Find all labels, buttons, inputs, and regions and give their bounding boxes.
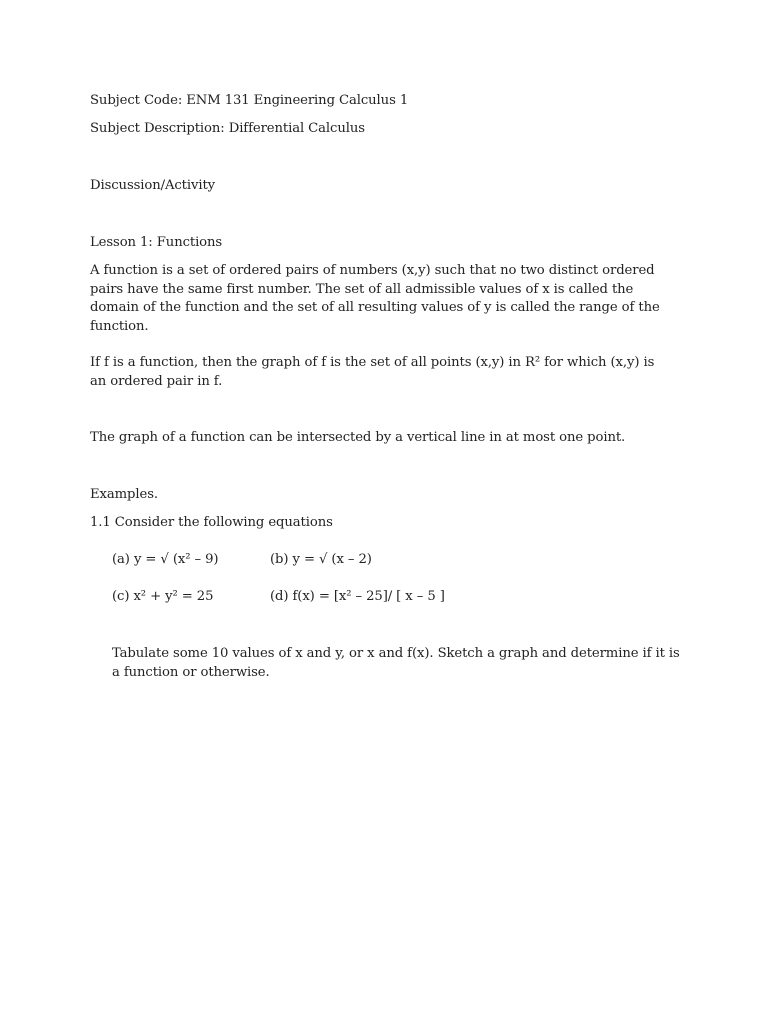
- example-1-1-intro: 1.1 Consider the following equations: [90, 515, 333, 530]
- graph-definition-paragraph: If f is a function, then the graph of f is the set of all points (x,y) in R² for which (x,y) is an ordered pair in f.: [90, 355, 655, 389]
- equation-b: (b) y = √ (x – 2): [270, 552, 372, 567]
- subject-description: Subject Description: Differential Calculus: [90, 121, 365, 136]
- function-definition-paragraph: A function is a set of ordered pairs of numbers (x,y) such that no two distinct ordered pairs have the same first number. The set of all admissible values of x is called the domain of the function and the set of all resulting values of y is called the range of the function.: [90, 263, 660, 334]
- equation-c: (c) x² + y² = 25: [112, 589, 214, 604]
- examples-heading: Examples.: [90, 487, 158, 502]
- activity-instruction: Tabulate some 10 values of x and y, or x and f(x). Sketch a graph and determine if it is a function or otherwise.: [112, 646, 680, 680]
- section-title: Discussion/Activity: [90, 178, 216, 193]
- subject-code: Subject Code: ENM 131 Engineering Calculus 1: [90, 93, 409, 108]
- vertical-line-test-paragraph: The graph of a function can be intersected by a vertical line in at most one point.: [90, 430, 626, 445]
- lesson-title: Lesson 1: Functions: [90, 235, 223, 250]
- equation-d: (d) f(x) = [x² – 25]/ [ x – 5 ]: [270, 589, 445, 604]
- equation-a: (a) y = √ (x² – 9): [112, 552, 219, 567]
